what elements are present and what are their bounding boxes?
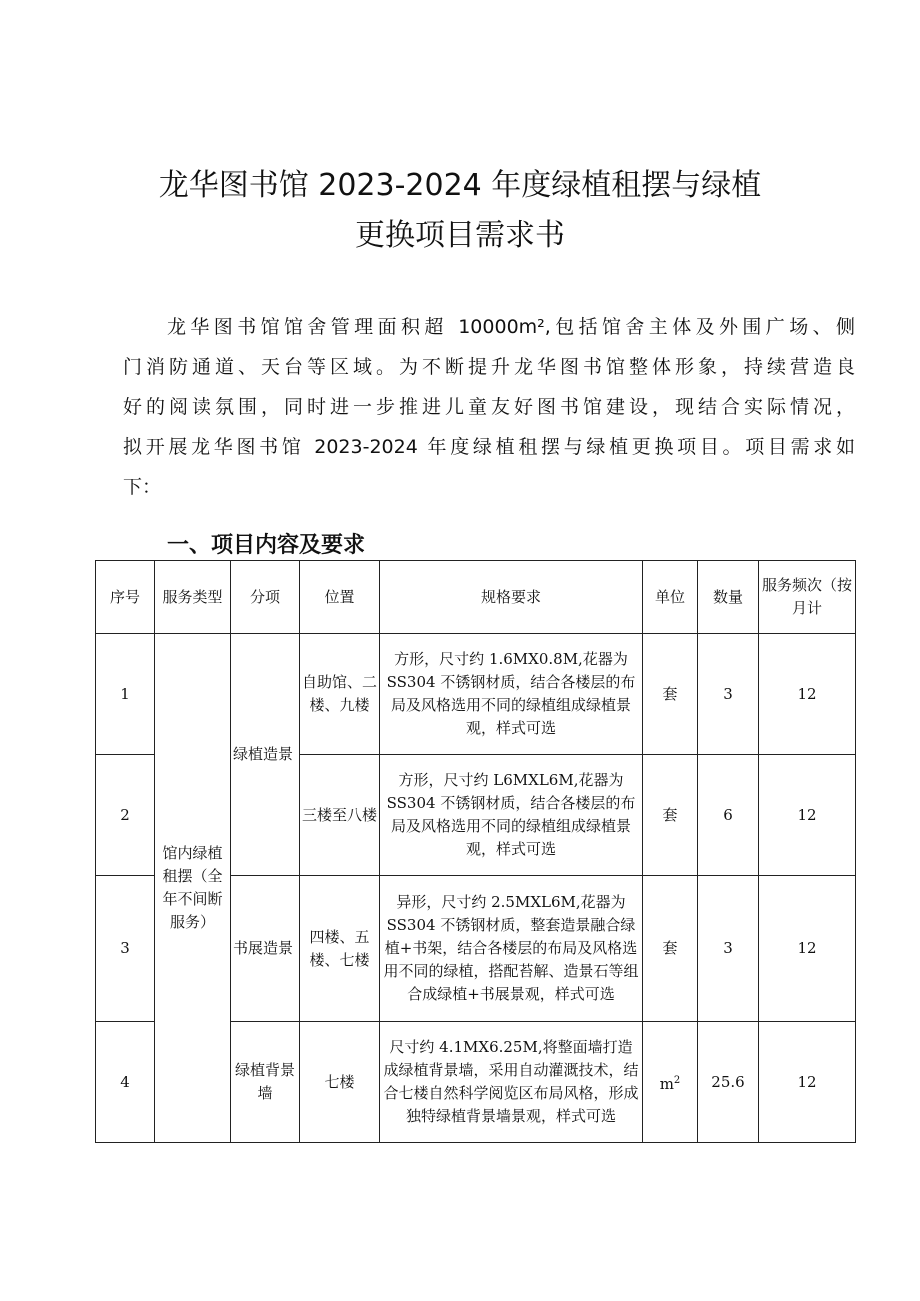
cell-frequency: 12 — [759, 1022, 856, 1143]
requirements-table — [95, 560, 856, 1143]
header-unit: 单位 — [643, 561, 698, 634]
cell-quantity: 3 — [698, 876, 759, 1022]
cell-service-type: 馆内绿植租摆（全年不间断服务） — [155, 634, 231, 1143]
cell-spec: 方形，尺寸约 1.6MX0.8M,花器为SS304 不锈钢材质，结合各楼层的布局及风格选用不同的绿植组成绿植景观，样式可选 — [380, 634, 643, 755]
section-heading: 一、项目内容及要求 — [167, 533, 366, 558]
header-spec: 规格要求 — [380, 561, 643, 634]
document-title-line-2: 更换项目需求书 — [355, 218, 565, 253]
cell-unit: 套 — [643, 634, 698, 755]
cell-frequency: 12 — [759, 755, 856, 876]
header-location: 位置 — [300, 561, 380, 634]
intro-line: 拟开展龙华图书馆 2023-2024 年度绿植租摆与绿植更换项目。项目需求如 — [123, 436, 855, 458]
cell-unit: 套 — [643, 755, 698, 876]
header-quantity: 数量 — [698, 561, 759, 634]
intro-paragraph — [123, 307, 855, 507]
cell-unit — [643, 1022, 698, 1143]
table-row — [96, 634, 856, 755]
cell-seq: 3 — [96, 876, 155, 1022]
unit-superscript: 2 — [673, 1074, 681, 1086]
cell-spec: 异形，尺寸约 2.5MXL6M,花器为SS304 不锈钢材质，整套造景融合绿植+书架，结合各楼层的布局及风格选用不同的绿植，搭配苔解、造景石等组合成绿植+书展景观，样式可选 — [380, 876, 643, 1022]
cell-seq: 2 — [96, 755, 155, 876]
cell-seq: 4 — [96, 1022, 155, 1143]
cell-frequency: 12 — [759, 876, 856, 1022]
header-frequency: 服务频次（按月计 — [759, 561, 856, 634]
document-title-line-1: 龙华图书馆 2023-2024 年度绿植租摆与绿植 — [158, 168, 762, 203]
header-seq: 序号 — [96, 561, 155, 634]
intro-line: 好的阅读氛围，同时进一步推进儿童友好图书馆建设，现结合实际情况， — [123, 396, 855, 418]
intro-line: 下： — [123, 476, 162, 498]
cell-item: 绿植背景墙 — [231, 1022, 300, 1143]
cell-location: 自助馆、二楼、九楼 — [300, 634, 380, 755]
header-service-type: 服务类型 — [155, 561, 231, 634]
cell-location: 三楼至八楼 — [300, 755, 380, 876]
cell-item: 绿植造景 — [231, 634, 300, 876]
cell-spec: 尺寸约 4.1MX6.25M,将整面墙打造成绿植背景墙，采用自动灌溉技术，结合七楼自然科学阅览区布局风格，形成独特绿植背景墙景观，样式可选 — [380, 1022, 643, 1143]
cell-quantity: 6 — [698, 755, 759, 876]
intro-line: 龙华图书馆馆舍管理面积超 10000m²,包括馆舍主体及外围广场、侧 — [167, 316, 855, 338]
cell-item: 书展造景 — [231, 876, 300, 1022]
intro-line: 门消防通道、天台等区域。为不断提升龙华图书馆整体形象，持续营造良 — [123, 356, 855, 378]
cell-location: 七楼 — [300, 1022, 380, 1143]
cell-frequency: 12 — [759, 634, 856, 755]
cell-location: 四楼、五楼、七楼 — [300, 876, 380, 1022]
cell-quantity: 25.6 — [698, 1022, 759, 1143]
header-item: 分项 — [231, 561, 300, 634]
cell-seq: 1 — [96, 634, 155, 755]
cell-spec: 方形，尺寸约 L6MXL6M,花器为SS304 不锈钢材质，结合各楼层的布局及风格选用不同的绿植组成绿植景观，样式可选 — [380, 755, 643, 876]
unit-base: m — [659, 1074, 674, 1093]
cell-quantity: 3 — [698, 634, 759, 755]
cell-unit: 套 — [643, 876, 698, 1022]
table-header-row — [96, 561, 856, 634]
